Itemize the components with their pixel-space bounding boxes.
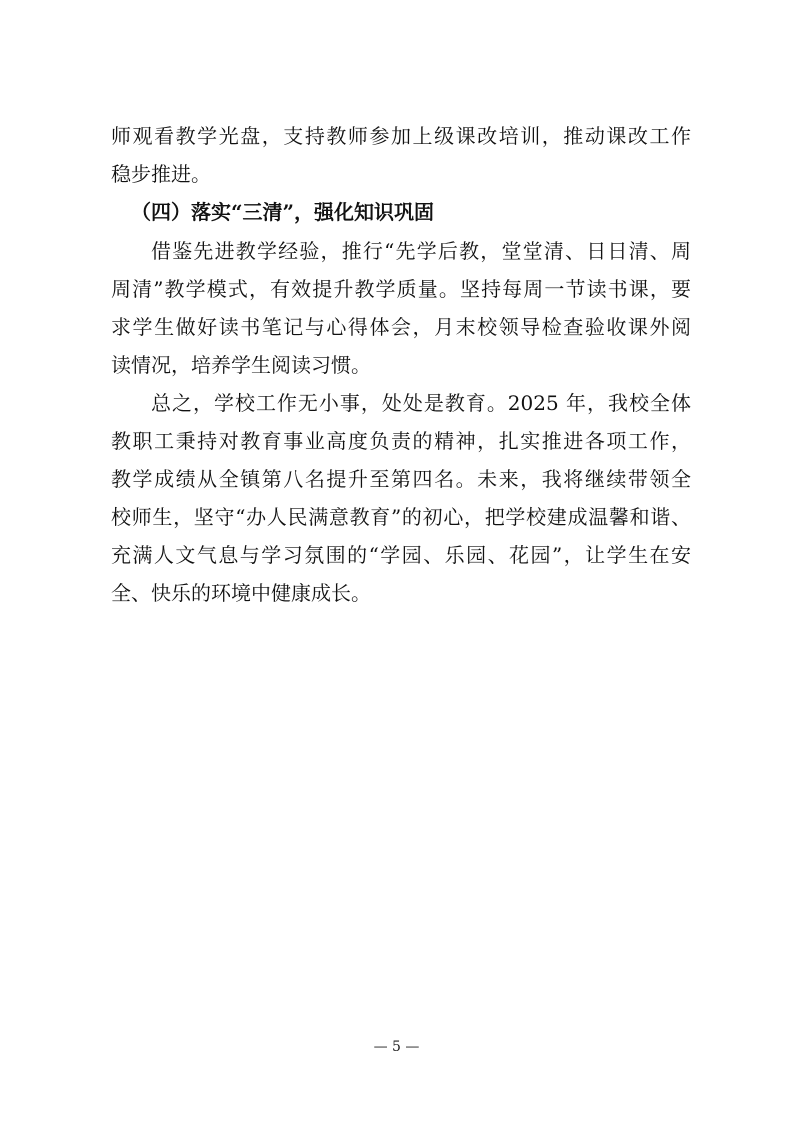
- text-line: 借鉴先进教学经验，推行“先学后教，堂堂清、日日清、周: [151, 239, 691, 263]
- text-line: 校师生，坚守“办人民满意教育”的初心，把学校建成温馨和谐、: [111, 505, 691, 529]
- text-line: 师观看教学光盘，支持教师参加上级课改培训，推动课改工作: [111, 124, 691, 148]
- page-number: — 5 —: [373, 1039, 420, 1055]
- text-line: 全、快乐的环境中健康成长。: [111, 581, 371, 605]
- text-line: 教职工秉持对教育事业高度负责的精神，扎实推进各项工作，: [111, 429, 691, 453]
- text-line: 充满人文气息与学习氛围的“学园、乐园、花园”，让学生在安: [111, 543, 691, 567]
- text-line: 周清”教学模式，有效提升教学质量。坚持每周一节读书课，要: [111, 277, 691, 301]
- text-line: 读情况，培养学生阅读习惯。: [111, 353, 371, 377]
- section-heading: （四）落实“三清”，强化知识巩固: [131, 200, 435, 224]
- text-line: 稳步推进。: [111, 162, 211, 186]
- text-line: 求学生做好读书笔记与心得体会，月末校领导检查验收课外阅: [111, 315, 691, 339]
- text-line: 总之，学校工作无小事，处处是教育。2025 年，我校全体: [151, 391, 691, 415]
- text-line: 教学成绩从全镇第八名提升至第四名。未来，我将继续带领全: [111, 467, 691, 491]
